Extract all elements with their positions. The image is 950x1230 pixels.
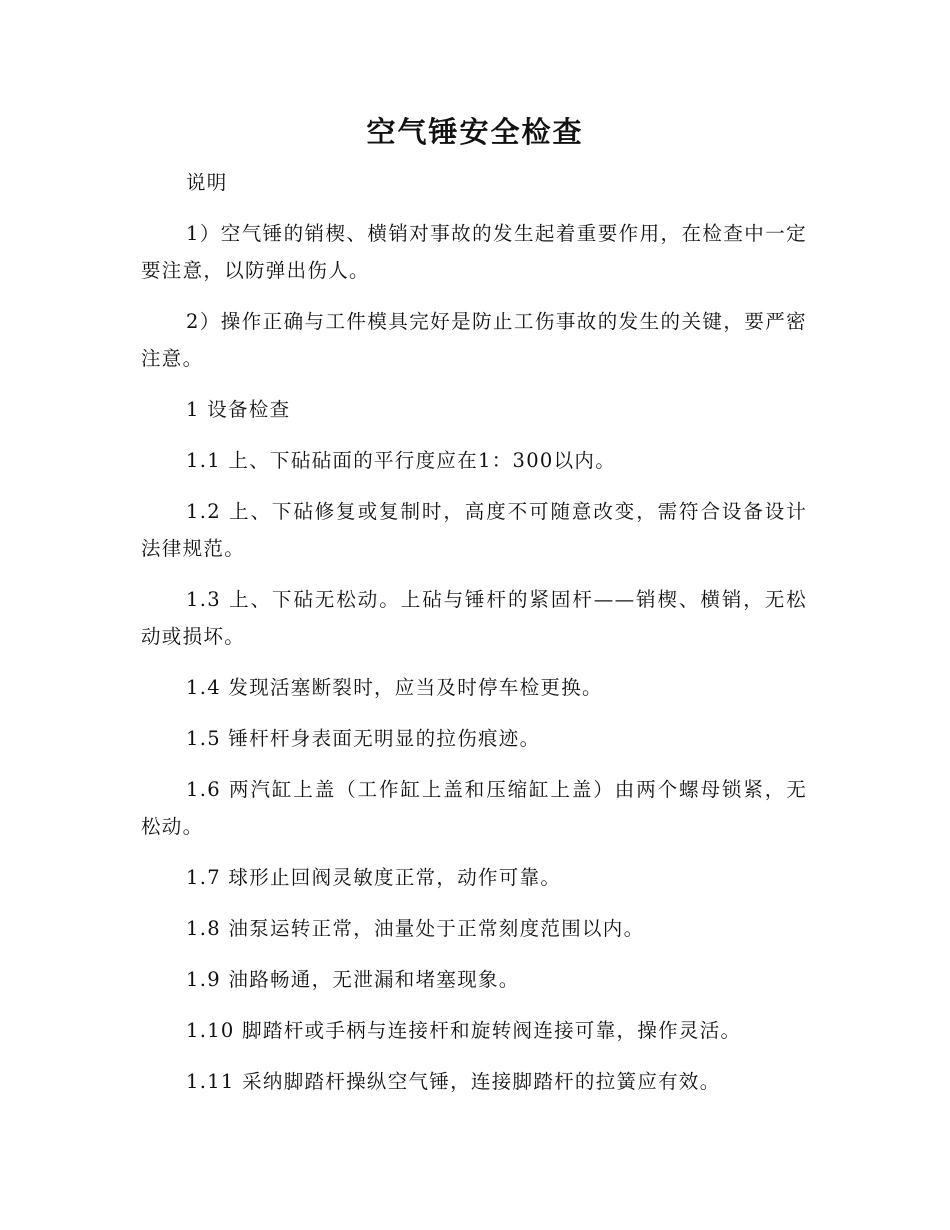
paragraph-note-1: 1）空气锤的销楔、横销对事故的发生起着重要作用，在检查中一定要注意，以防弹出伤人。: [141, 222, 807, 282]
paragraph-item-1-7: 1.7 球形止回阀灵敏度正常，动作可靠。: [186, 866, 562, 889]
paragraph-item-1-6: 1.6 两汽缸上盖（工作缸上盖和压缩缸上盖）由两个螺母锁紧，无松动。: [141, 778, 807, 838]
section-heading-equipment-check: 1 设备检查: [186, 398, 291, 421]
paragraph-note-2: 2）操作正确与工件模具完好是防止工伤事故的发生的关键，要严密注意。: [141, 310, 807, 370]
paragraph-item-1-2: 1.2 上、下砧修复或复制时，高度不可随意改变，需符合设备设计法律规范。: [141, 500, 807, 560]
paragraph-note-heading: 说明: [186, 171, 228, 194]
paragraph-item-1-10: 1.10 脚踏杆或手柄与连接杆和旋转阀连接可靠，操作灵活。: [186, 1019, 742, 1042]
paragraph-item-1-8: 1.8 油泵运转正常，油量处于正常刻度范围以内。: [186, 917, 645, 940]
document-body: [141, 164, 807, 1114]
paragraph-item-1-5: 1.5 锤杆杆身表面无明显的拉伤痕迹。: [186, 727, 541, 750]
paragraph-item-1-1: 1.1 上、下砧砧面的平行度应在1：300以内。: [186, 449, 617, 472]
paragraph-item-1-4: 1.4 发现活塞断裂时，应当及时停车检更换。: [186, 676, 603, 699]
paragraph-item-1-3: 1.3 上、下砧无松动。上砧与锤杆的紧固杆——销楔、横销，无松动或损坏。: [141, 588, 807, 648]
paragraph-item-1-9: 1.9 油路畅通，无泄漏和堵塞现象。: [186, 968, 520, 991]
paragraph-item-1-11: 1.11 采纳脚踏杆操纵空气锤，连接脚踏杆的拉簧应有效。: [186, 1070, 721, 1093]
document-title: 空气锤安全检查: [366, 115, 584, 149]
